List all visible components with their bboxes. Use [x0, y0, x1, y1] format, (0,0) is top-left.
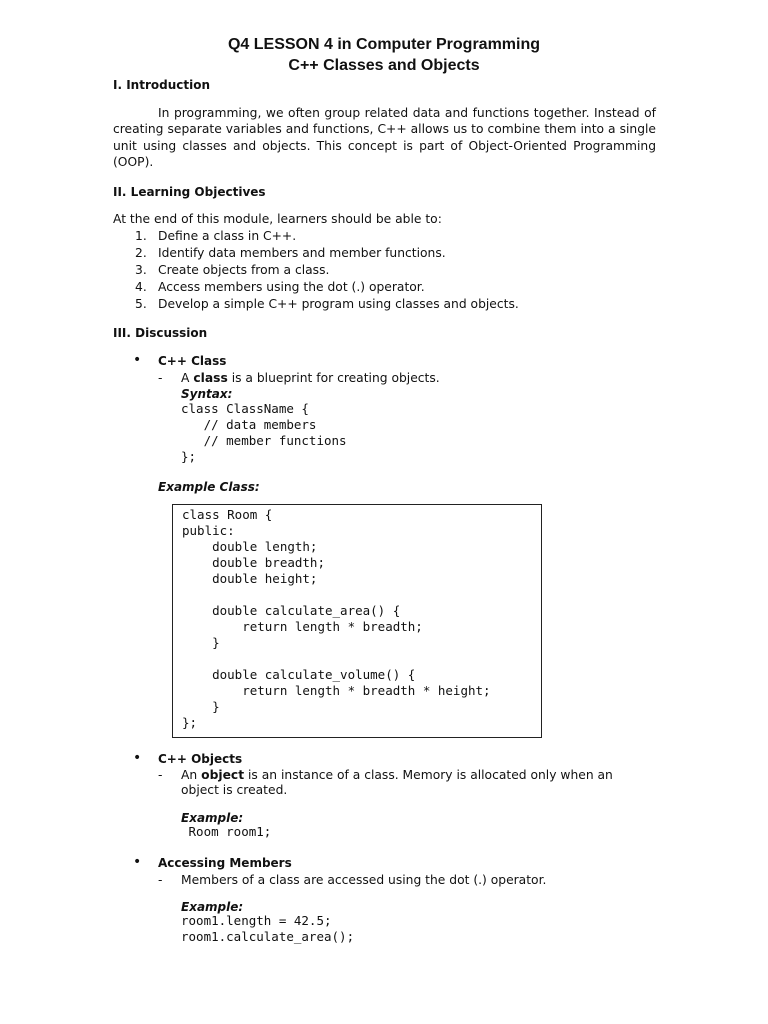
- example-class-code: class Room { public: double length; double breadth; double height; double calculate_area() { return length * breadth; } double calculate_volume() { return length * breadth * height; } };: [182, 507, 491, 730]
- dash-objects: -: [158, 768, 163, 782]
- objects-example-label: Example:: [181, 811, 244, 825]
- objectives-lead: At the end of this module, learners should be able to:: [113, 212, 442, 226]
- class-bold-word: class: [193, 371, 228, 385]
- list-item-number: 5.: [135, 297, 147, 311]
- discussion-heading: III. Discussion: [113, 326, 208, 340]
- access-description: Members of a class are accessed using the dot (.) operator.: [181, 873, 547, 887]
- objects-example-code: Room room1;: [181, 824, 272, 839]
- list-item-number: 2.: [135, 246, 147, 260]
- list-item-text: Create objects from a class.: [158, 263, 330, 277]
- intro-heading: I. Introduction: [113, 78, 210, 92]
- access-title: Accessing Members: [158, 856, 292, 870]
- list-item-text: Develop a simple C++ program using classes and objects.: [158, 297, 519, 311]
- dash-access: -: [158, 873, 163, 887]
- list-item-text: Define a class in C++.: [158, 229, 297, 243]
- list-item-number: 4.: [135, 280, 147, 294]
- list-item-text: Access members using the dot (.) operator.: [158, 280, 425, 294]
- list-item-number: 1.: [135, 229, 147, 243]
- dash-class: -: [158, 371, 163, 385]
- syntax-code: class ClassName { // data members // member functions };: [181, 401, 347, 464]
- example-class-label: Example Class:: [158, 480, 260, 494]
- list-item-text: Identify data members and member functions.: [158, 246, 446, 260]
- objects-bold-word: object: [201, 768, 245, 782]
- title-line-1: Q4 LESSON 4 in Computer Programming: [227, 36, 541, 53]
- objects-text-after: is an instance of a class. Memory is allocated only when an: [244, 768, 613, 782]
- list-item-number: 3.: [135, 263, 147, 277]
- objects-title: C++ Objects: [158, 752, 243, 766]
- intro-paragraph: [113, 105, 656, 170]
- objectives-heading: II. Learning Objectives: [113, 185, 266, 199]
- class-description: [181, 370, 440, 386]
- class-text-before: A: [181, 371, 194, 385]
- title-line-2: C++ Classes and Objects: [288, 57, 480, 74]
- access-example-label: Example:: [181, 900, 244, 914]
- intro-text: In programming, we often group related data and functions together. Instead of creating separate variables and functions, C++ allows us to combine them into a single unit using classes and objects. This concept is part of Object-Oriented Programming (OOP).: [113, 106, 656, 169]
- objects-description-line1: [181, 767, 613, 783]
- bullet-objects: •: [133, 750, 142, 766]
- class-text-after: is a blueprint for creating objects.: [227, 371, 440, 385]
- bullet-class: •: [133, 352, 142, 368]
- class-title: C++ Class: [158, 354, 227, 368]
- syntax-label: Syntax:: [181, 387, 233, 401]
- example-class-code-box: [172, 504, 542, 738]
- access-example-code: room1.length = 42.5; room1.calculate_area();: [181, 913, 355, 944]
- bullet-access: •: [133, 854, 142, 870]
- objects-text-before: An: [181, 768, 202, 782]
- objects-description-line2: object is created.: [181, 783, 288, 797]
